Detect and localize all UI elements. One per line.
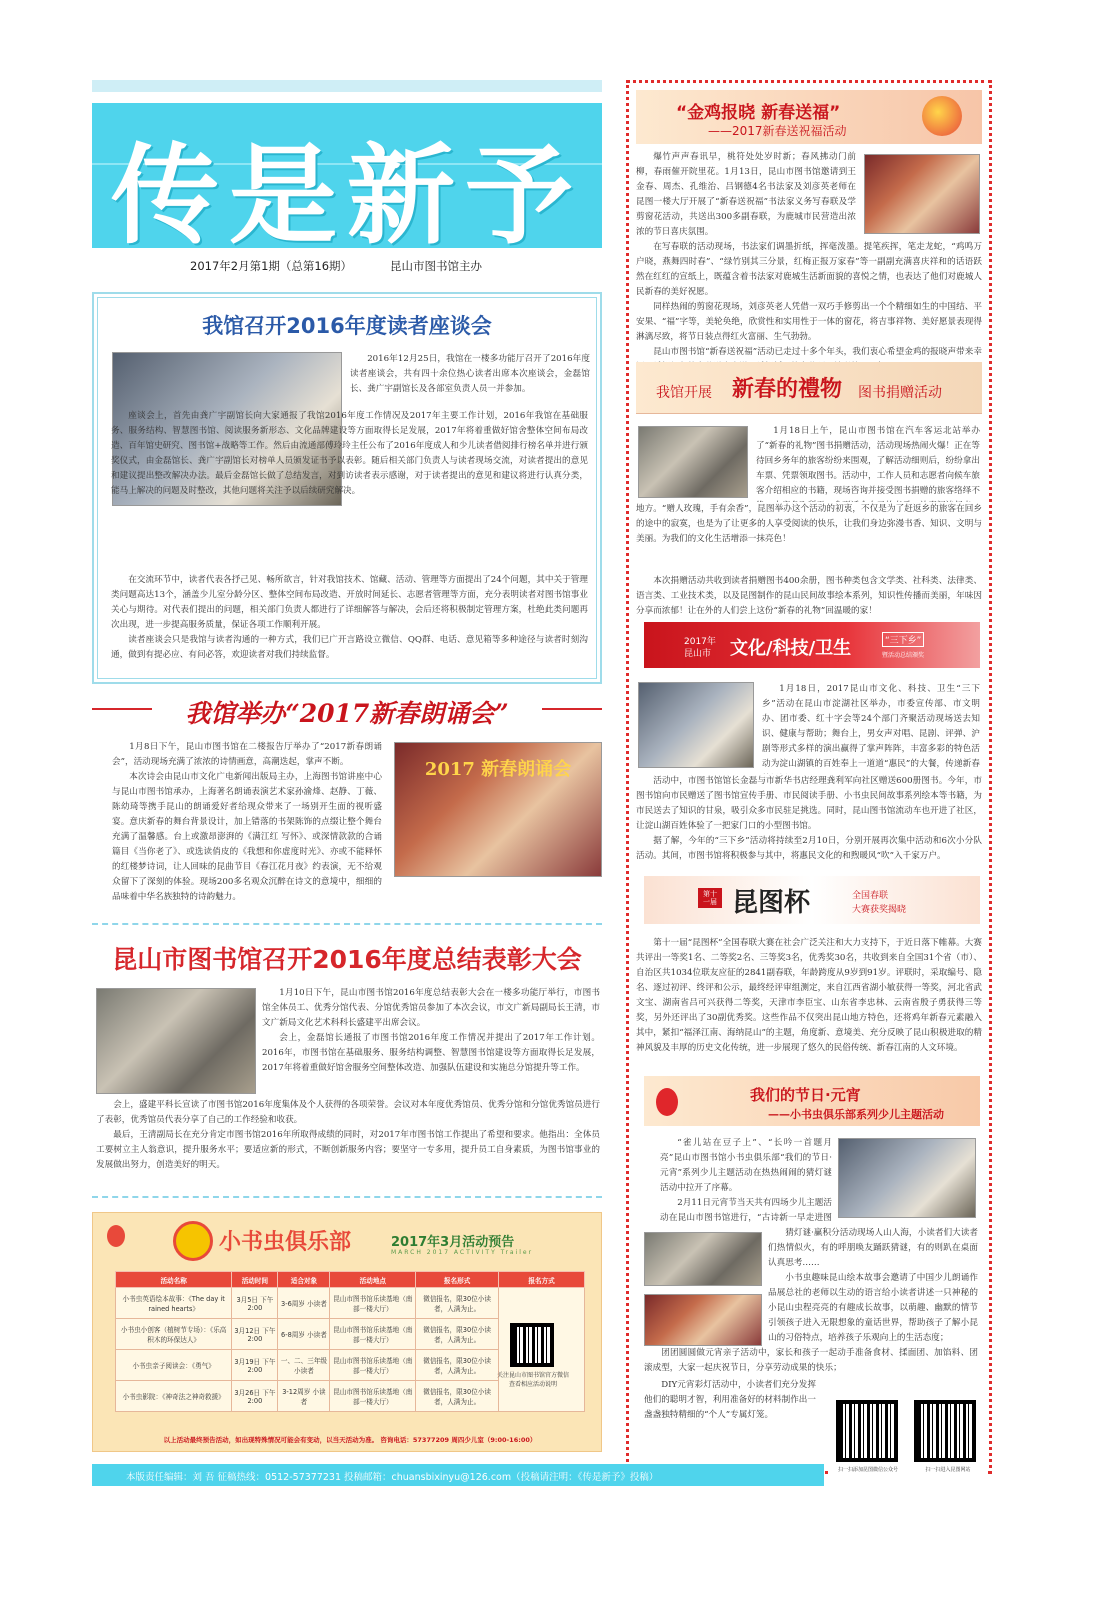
table-cell: 微信报名，限30位小读者，人满为止。	[416, 1381, 499, 1412]
banner-big: 新春的禮物	[732, 376, 843, 402]
paragraph: 地方。“赠人玫瑰，手有余香”，昆图举办这个活动的初衷，不仅是为了赶返乡的旅客在回乡的途中的寂寞，也是为了让更多的人享受阅读的快乐，让我们身边弥漫书香、知识、文明与美丽。为我们的文化生活增添一抹亮色！	[636, 504, 982, 544]
paragraph: 本次捐赠活动共收到读者捐赠图书400余册，图书种类包含文学类、社科类、法律类、语言类、工业技术类，以及昆图制作的昆山民间故事绘本系列，知识性传播而美丽，年味因分享而浓郁！让在外的人们尝上这份“新春的礼物”回温暖的家！	[636, 576, 982, 616]
table-cell: 3月5日 下午2:00	[232, 1288, 278, 1319]
table-cell: 3-12周岁 小读者	[278, 1381, 330, 1412]
table-cell: 小书虫亲子阅读会：《勇气》	[116, 1350, 232, 1381]
paragraph: 最后，王清副局长在充分肯定市图书馆2016年所取得成绩的同时，对2017年市图书馆工作提出了希望和要求。他指出：全体员工要树立主人翁意识，提升服务水平；要适应新的形式，不断创新服务内容；要坚守一专多用，提升员工自身素质，为图书馆事业的发展做出努力，创造美好的明天。	[96, 1130, 600, 1170]
rooster-icon	[922, 96, 962, 136]
table-cell: 昆山市图书馆乐读基地（南部一楼大厅）	[330, 1319, 416, 1350]
lantern-icon	[107, 1225, 125, 1247]
club-subtitle-en: MARCH 2017 ACTIVITY Trailer	[391, 1249, 534, 1256]
article-three-to-countryside	[636, 622, 982, 870]
paragraph: 猜灯谜·赢积分活动现场人山人海，小读者们大读者们热情似火，有的呼朋唤友踊跃猜谜，有的则趴在桌面认真思考……	[768, 1228, 978, 1268]
paragraph: 2月11日元宵节当天共有四场少儿主题活动在昆山市图书馆进行，“古诗新一早走进图	[660, 1198, 832, 1223]
table-cell: 3月19日 下午2:00	[232, 1350, 278, 1381]
qr-caption-1: 扫一扫添加昆图微信公众号	[837, 1467, 898, 1473]
club-title: 小书虫俱乐部	[219, 1230, 352, 1255]
article-book-donation	[636, 362, 982, 618]
club-qr-code	[510, 1323, 554, 1367]
table-cell: 小书虫英语绘本故事：《The day it rained hearts》	[116, 1288, 232, 1319]
article-1-body-b	[111, 573, 588, 663]
article-new-year-blessing	[636, 90, 982, 357]
article-lantern-festival	[636, 1076, 982, 1434]
paragraph: 团团圆圆做元宵亲子活动中，家长和孩子一起动手准备食材、揉面团、加馅料、团滚成型，大家一起庆祝节日，分享劳动成果的快乐；	[644, 1348, 978, 1373]
table-cell: 3月12日 下午2:00	[232, 1319, 278, 1350]
paragraph: 在写春联的活动现场，书法家们调墨折纸，挥毫泼墨。提笔疾挥，笔走龙蛇，“鸡鸣万户晓，燕舞四时春”、“绿竹别其三分景，红梅正报万家春”等一副副充满喜庆祥和的话语跃然在红红的宣纸上，既蕴含着书法家对鹿城生活新面貌的喜悦之情，也表达了他们对鹿城人民新春的美好祝愿。	[636, 242, 982, 297]
table-header: 适合对象	[278, 1272, 330, 1288]
paragraph: 会上，盛建平科长宣读了市图书馆2016年度集体及个人获得的各项荣誉。会议对本年度优秀馆员、优秀分馆和分馆优秀馆员进行了表彰，优秀馆员代表分享了自己的工作经验和收获。	[96, 1100, 600, 1125]
paragraph: 1月10日下午，昆山市图书馆2016年度总结表彰大会在一楼多功能厅举行，市图书馆全体员工、优秀分馆代表、分馆优秀馆员参加了本次会议，市文广新局副局长王清，市文广新局文化艺术科科长盛建平出席会议。	[262, 988, 600, 1028]
club-logo-icon	[173, 1221, 213, 1261]
qr-caption-2: 扫一扫进入昆图网站	[925, 1467, 971, 1473]
divider	[92, 923, 602, 925]
table-cell: 昆山市图书馆乐读基地（南部一楼大厅）	[330, 1350, 416, 1381]
lantern-photo-2	[644, 1232, 762, 1286]
table-cell: 微信报名，限30位小读者，人满为止。	[416, 1319, 499, 1350]
table-cell: 小书虫小创客（植树节专场）：《乐高积木的环保达人》	[116, 1319, 232, 1350]
article-title: 昆山市图书馆召开2016年度总结表彰大会	[112, 945, 582, 974]
table-cell: 微信报名，限30位小读者，人满为止。	[416, 1350, 499, 1381]
paragraph: 活动中，市图书馆馆长金磊与市新华书店经理龚利军向社区赠送600册图书。今年，市图书馆向市民赠送了图书馆宣传手册、市民阅读手册、小书虫民间故事系列绘本等书籍，为市民送去了知识的甘泉，吸引众多市民驻足挑选。同时，昆山图书馆流动车也开进了社区，让淀山湖百姓体验了一把家门口的小型图书馆。	[636, 776, 982, 831]
paragraph: 2016年12月25日，我馆在一楼多功能厅召开了2016年度读者座谈会，共有四十余位热心读者出席本次座谈会，金磊馆长、龚广宇副馆长及各部室负责人员一并参加。	[350, 354, 590, 394]
table-header: 报名方式	[499, 1272, 585, 1288]
table-cell: 小书虫影院：《神奇法之神奇救援》	[116, 1381, 232, 1412]
paragraph: 座谈会上，首先由龚广宇副馆长向大家通报了我馆2016年度工作情况及2017年主要工作计划，2016年我馆在基础服务、服务结构、智慧图书馆、阅读服务新形态、文化品牌建设等方面取得长足发展，2017年将着重做好馆舍整体空间布局改造、百年馆史研究、图书馆+战略等工作。然后由流通部傅玲玲主任公布了2016年度成人和少儿读者借阅排行榜名单并进行颁奖仪式，由金磊馆长、龚广宇副馆长对榜单人员颁发证书予以表彰。随后相关部门负责人与读者现场交流，对读者提出的意见和建议提出整改解决办法。最后金磊馆长做了总结发言，对到访读者表示感谢，对于读者提出的意见和建议将进行认真分类，能马上解决的问题及时整改，其他问题将关注予以后续研究解决。	[111, 411, 588, 496]
contest-tag2: 大赛获奖揭晓	[852, 905, 907, 915]
masthead-title: 传是新予	[110, 134, 583, 248]
qr-caption: 关注昆山市图书馆官方微信 查看相应活动说明	[497, 1372, 570, 1388]
article-subtitle: ——2017新春送祝福活动	[708, 124, 847, 138]
paragraph: 会上，金磊馆长通报了市图书馆2016年度工作情况并提出了2017年工作计划。2016年，市图书馆在基础服务、服务结构调整、智慧图书馆建设等方面取得长足发展，2017年将着重做好馆舍服务空间整体改造、加强队伍建设和实施总分馆提升等工作。	[262, 1033, 600, 1073]
wechat-qr-code	[836, 1400, 898, 1462]
table-cell: 6-8周岁 小读者	[278, 1319, 330, 1350]
lantern-photo-3	[644, 1294, 762, 1346]
article-1-body	[111, 409, 588, 574]
paragraph: 小书虫趣味昆山绘本故事会邀请了中国少儿朗诵作品展总社的老师以生动的语言给小读者讲述一只神秘的小昆山虫程亮亮的有趣成长故事，以萌趣、幽默的情节引领孩子进入无限想象的童话世界，帮助孩子了解小昆山的习俗特点，培养孩子乐观向上的生活态度；	[768, 1273, 978, 1342]
website-qr-code	[914, 1400, 976, 1462]
paragraph: 1月18日上午，昆山市图书馆在汽车客运北站举办了“新春的礼物”图书捐赠活动，活动现场热闹火爆！正在等待回乡务年的旅客纷纷来围观，了解活动细则后，纷纷拿出车票、凭票领取图书。活动中，工作人员和志愿者向候车旅客介绍相应的书籍，现场咨询并接受图书捐赠的旅客络绎不	[756, 426, 980, 496]
article-couplet-contest	[636, 876, 982, 1072]
article-title: 我馆举办“2017新春朗诵会”	[185, 699, 509, 728]
banner-pre: 我馆开展	[656, 385, 712, 401]
divider	[92, 1196, 602, 1198]
paragraph: 同样热闹的剪窗花现场，刘彦英老人凭借一双巧手修剪出一个个精细如生的中国结、平安果、“福”字等，美轮奂绝，欣赏性和实用性于一体的窗花，将吉事祥物、美好愿景表现得淋漓尽致，将节日装点得红火富丽、生气勃勃。	[636, 302, 982, 342]
table-cell: 昆山市图书馆乐读基地（南部一楼大厅）	[330, 1381, 416, 1412]
paragraph: 爆竹声声春讯早，桃符处处岁时新；春风拂动门前柳，春雨催开院里花。1月13日，昆山市图书馆邀请到王金春、周杰、孔维治、吕钢德4名书法家及刘彦英老师在昆图一楼大厅开展了“新春送祝福”书法家义务写春联及学剪窗花活动，共送出300多副春联，为鹿城市民营造出浓浓的节日喜庆氛围。	[636, 152, 856, 237]
calligraphy-photo	[864, 154, 980, 234]
article-recital	[92, 692, 602, 922]
paragraph: 本次诗会由昆山市文化广电新闻出版局主办，上海图书馆讲座中心与昆山市图书馆承办，上海著名朗诵表演艺术家孙渝烽、赵静、丁薇、陈幼琦等携手昆山的朗诵爱好者给现众带来了一场别开生面的视听盛宴。意庆新春的舞台背景设计，加上错落的书架陈饰的点缀让整个舞台充满了温馨感。台上或激昂澎湃的《满江红 写怀》、或深情款款的合诵篇目《当你老了》、或选读俏皮的《我想和你虚度时光》、亦或不能释怀的红楼梦诗词，让人回味的昆曲节目《春江花月夜》约表演，无不给观众留下了深刻的体验。现场200多名观众沉醉在诗文的意境中，细细的品味着中华名族独特的诗韵魅力。	[112, 772, 382, 902]
footer	[92, 1464, 824, 1486]
article-subtitle: ——小书虫俱乐部系列少儿主题活动	[768, 1108, 944, 1121]
paragraph: 昆山市图书馆“新春送祝福”活动已走过十多个年头，我们衷心希望金鸡的报晓声带来幸	[653, 347, 982, 357]
article-title: 我馆召开2016年度读者座谈会	[202, 314, 492, 338]
recital-stage-banner: 2017 新春朗诵会	[424, 759, 572, 780]
paragraph: “雀儿站在豆子上”、“长吟一首题月亮”昆山市图书馆小书虫俱乐部“我们的节日·元宵”系列少儿主题活动在热热闹闹的猜灯谜活动中拉开了序幕。	[660, 1138, 832, 1193]
paragraph: 据了解，今年的“三下乡”活动将持续至2月10日，分别开展再次集中活动和6次小分队活动。其间，市图书馆将积极参与其中，将惠民文化的和煦暖风“吹”入千家万户。	[636, 836, 982, 861]
table-row	[116, 1288, 585, 1319]
banner-title: 文化/科技/卫生	[730, 638, 852, 659]
masthead-banner	[92, 103, 602, 248]
paragraph: 1月8日下午，昆山市图书馆在二楼报告厅举办了“2017新春朗诵会”，活动现场充满了浓浓的诗情画意，高潮迭起，掌声不断。	[112, 742, 382, 767]
banner-city: 昆山市	[684, 649, 712, 659]
table-header: 报名形式	[416, 1272, 499, 1288]
lantern-photo-1	[838, 1138, 976, 1218]
article-awards	[92, 930, 602, 1190]
table-cell: 一、二、三年级小读者	[278, 1350, 330, 1381]
masthead-top-strip	[92, 80, 602, 92]
table-header: 活动名称	[116, 1272, 232, 1288]
countryside-photo	[638, 682, 754, 768]
contest-tag1: 全国春联	[852, 891, 889, 901]
paragraph: 第十一届“昆图杯”全国春联大赛在社会广泛关注和大力支持下，于近日落下帷幕。大赛共评出一等奖1名、二等奖2名、三等奖3名，优秀奖30名，共收到来自全国31个省（市）、自治区共1034位联友应征的2841副春联，年龄跨度从9岁到91岁。评联时，采取编号、隐名、逐过初评、终评和公示，最终经评审组测定，来自江西省湖小敏获得一等奖，河北省武文宝、湖南省吕可兴获得二等奖，天津市李臣宝、山东省李忠林、云南省殷子勇获得三等奖，另外还评出了30副优秀奖。这些作品不仅突出昆山地方特色，还将鸡年新春元素融入其中，紧扣“福泽江南、海纳昆山”的主题，角度新、意境美、充分反映了昆山积极进取的精神风貌及丰厚的历史文化传统，进一步展现了悠久的民俗传统、新春江南的人文环境。	[636, 938, 982, 1053]
article-title: “金鸡报晓 新春送福”	[676, 103, 841, 123]
recital-photo	[394, 742, 602, 877]
table-header: 活动地点	[330, 1272, 416, 1288]
lantern-icon	[656, 1088, 678, 1116]
banner-tag: “三下乡”	[882, 632, 924, 647]
paragraph: 1月18日，2017昆山市文化、科技、卫生“三下乡”活动在昆山市淀湖社区举办，市委宣传部、市文明办、团市委、红十字会等24个部门齐聚活动现场送去知识、健康与帮助；舞台上，男女声对唱、昆剧、评弹、沪剧等形式多样的演出赢得了掌声阵阵，丰富多彩的特色活动为淀山湖镇的百姓奉上一道道“惠民”的大餐，传递新春	[762, 684, 980, 769]
footer-text: 本版责任编辑：刘 吾 征稿热线：0512-57377231 投稿邮箱：chuansbixinyu@126.com（投稿请注明：《传是新予》投稿）	[126, 1472, 659, 1483]
contest-title: 昆图杯	[732, 888, 811, 918]
banner-post: 图书捐赠活动	[858, 385, 942, 401]
paragraph: 读者座谈会只是我馆与读者沟通的一种方式，我们已广开言路设立微信、QQ群、电话、意见箱等多种途径与读者时刻沟通，做到有提必应、有问必答，欢迎读者对我们持续监督。	[111, 635, 588, 660]
sponsor-label: 昆山市图书馆主办	[390, 259, 482, 273]
qr-panel	[828, 1396, 988, 1480]
banner-year: 2017年	[684, 637, 716, 647]
awards-photo	[96, 988, 256, 1094]
table-header: 活动时间	[232, 1272, 278, 1288]
table-cell: 3-6周岁 小读者	[278, 1288, 330, 1319]
table-cell: 微信报名，限30位小读者，人满为止。	[416, 1288, 499, 1319]
table-cell: 昆山市图书馆乐读基地（南部一楼大厅）	[330, 1288, 416, 1319]
club-note: 以上活动最终预告活动，如出现特殊情况可能会有变动，以当天活动为准。 咨询电话：57377209 周四少儿室（9:00-16:00）	[163, 1436, 537, 1444]
issue-label: 2017年2月第1期（总第16期）	[190, 259, 353, 273]
seal: 第十一届	[698, 888, 722, 908]
paragraph: 在交流环节中，读者代表各抒己见、畅所欲言，针对我馆技术、馆藏、活动、管理等方面提出了24个问题，其中关于管理类问题高达13个，涵盖少儿室分龄分区、整体空间布局改造、开放时间延长、志愿者管理等方面，充分表明读者对图书馆事业关心与期待。对代表们提出的问题，相关部门负责人都进行了详细解答与解决，会后还将积极制定管理方案，杜绝此类问题再次出现，进一步提高服务质量，保证各项工作顺利开展。	[111, 575, 588, 630]
banner-sub: 暨活动总结颁奖	[882, 652, 925, 659]
club-subtitle: 2017年3月活动预告	[391, 1235, 515, 1250]
donation-photo	[638, 426, 748, 498]
article-title: 我们的节日·元宵	[750, 1086, 861, 1104]
paragraph: DIY元宵彩灯活动中，小读者们充分发挥他们的聪明才智，利用准备好的材料制作出一盏盏独特精细的“个人”专属灯笼。	[644, 1380, 816, 1420]
table-cell: 3月26日 下午2:00	[232, 1381, 278, 1412]
club-announcement	[92, 1212, 602, 1452]
